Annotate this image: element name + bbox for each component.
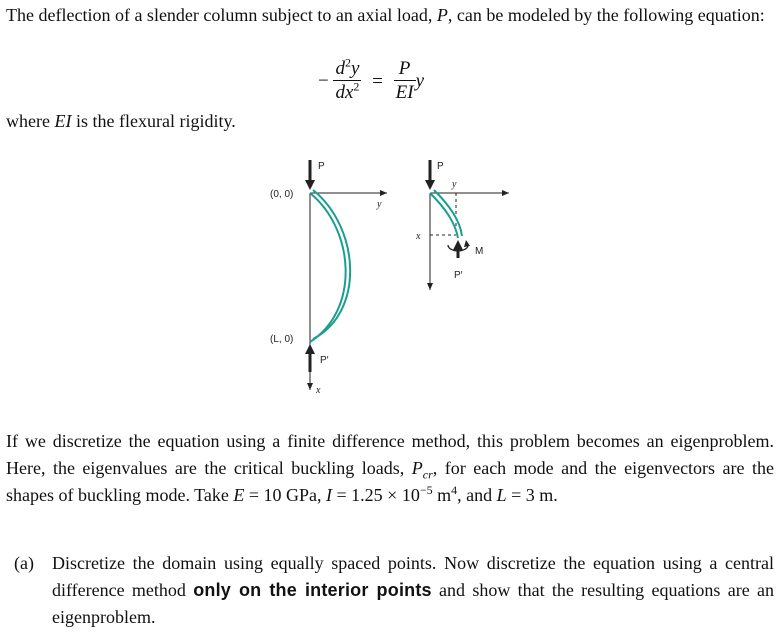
deflection-equation [318,55,424,108]
left-y-label: y [377,199,382,210]
buckling-figure [260,150,530,405]
discretize-text1: If we discretize the equation using a finite difference method, this problem becomes an eigenproblem. Here, the eigenvalues are the critical buckling loads, [6,431,774,478]
pcr-subscript: cr [422,467,433,482]
eq-y: y [350,58,360,79]
intro-text-end: , can be modeled by the following equation: [447,5,765,25]
L-symbol: L [496,485,507,505]
right-load-arrowhead [425,180,435,190]
part-a-body [52,550,774,631]
left-column-diagram [270,160,387,396]
load-symbol: P [436,5,448,25]
eq-load-ratio [394,58,416,105]
eq-minus: − [318,70,329,92]
eq-rhs-y: y [415,70,424,92]
right-moment-label: M [475,246,484,257]
intro-paragraph [6,2,774,29]
eq-P: P [398,58,411,79]
right-top-label: P [437,161,444,172]
part-a [8,550,774,631]
left-origin-label: (0, 0) [270,189,294,200]
L-value: = 3 m. [506,485,558,505]
left-x-label: x [316,385,321,396]
part-a-label: (a) [14,553,34,573]
part-a-text2: and show that the resulting equations are an eigenproblem. [52,580,774,627]
where-pre: where [6,111,55,131]
left-column-outer [310,193,346,342]
E-value: = 10 GPa, [244,485,322,505]
I-unit-exponent: 4 [451,483,458,497]
eq-d: d [335,58,345,79]
left-load-arrowhead [305,180,315,190]
I-unit: m [432,485,452,505]
and-text: , and [457,485,497,505]
I-value: = 1.25 × 10 [332,485,420,505]
where-line [6,108,774,135]
eq-sup: 2 [344,55,351,70]
discretize-text2: , for each mode and the eigenvectors are the shapes of buckling mode. Take [6,458,774,505]
part-a-bold: only on the interior points [193,580,432,600]
left-reaction-label: P′ [320,355,329,366]
discretize-paragraph [6,428,774,509]
left-reaction-arrowhead [305,344,315,354]
part-a-text1: Discretize the domain using equally spaced points. Now discretize the equation using a central difference method [52,553,774,600]
eq-EI: EI [395,82,414,103]
left-top-label: P [318,161,325,172]
intro-text: The deflection of a slender column subject to an axial load, [6,5,437,25]
right-reaction-label: P′ [454,270,463,281]
right-moment-arrowhead [464,240,470,247]
I-symbol: I [326,485,333,505]
right-y-label: y [452,179,457,190]
eq-second-derivative [333,55,361,105]
where-EI: EI [54,111,72,131]
E-symbol: E [233,485,245,505]
right-reaction-arrowhead [453,240,463,250]
eq-equals: = [372,70,383,92]
left-bottom-label: (L, 0) [270,334,294,345]
eq-dx-sup: 2 [353,79,360,94]
I-exponent: −5 [419,483,433,497]
pcr-symbol: P [411,458,423,478]
where-post: is the flexural rigidity. [71,111,236,131]
eq-dx: dx [335,82,354,103]
right-segment-diagram [415,160,509,290]
right-x-label: x [416,231,421,242]
